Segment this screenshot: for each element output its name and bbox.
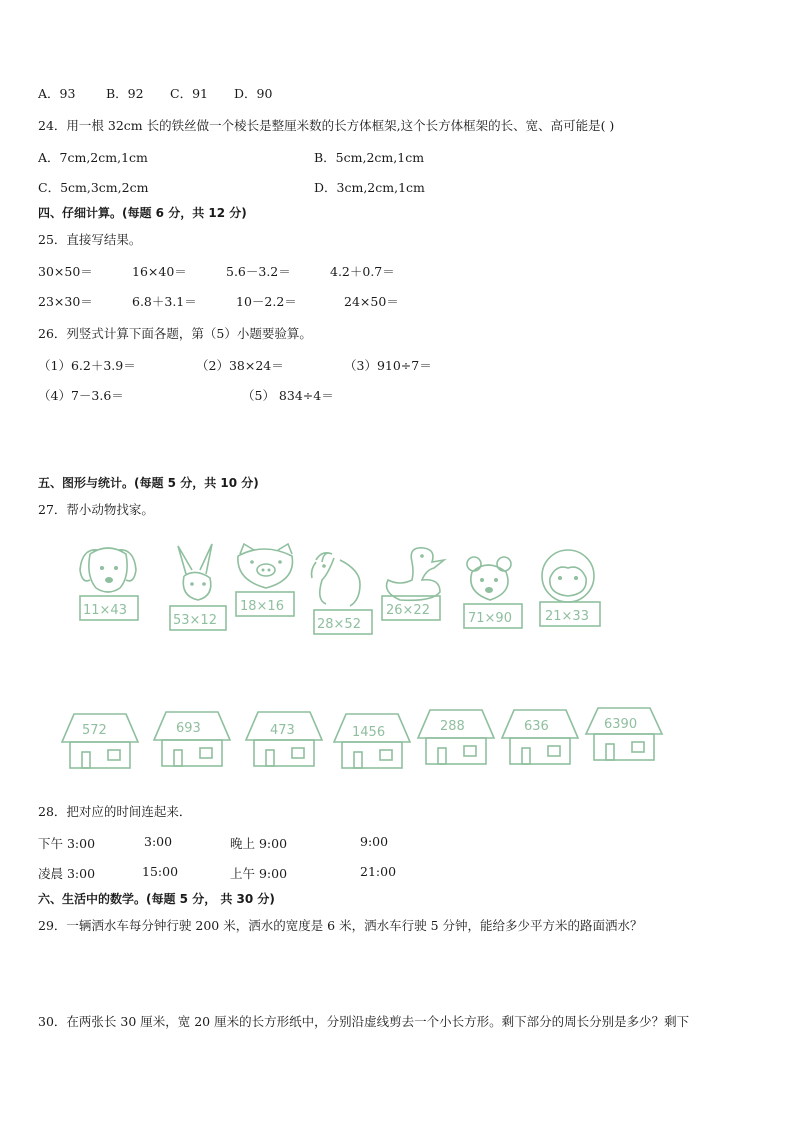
house-icon — [334, 714, 410, 768]
house-number: 6390 — [604, 717, 638, 732]
time-item: 晚上 9:00 — [230, 836, 288, 851]
section-5-title: 五、图形与统计。(每题 5 分，共 10 分) — [38, 476, 259, 490]
question-26: 26．列竖式计算下面各题，第（5）小题要验算。 — [38, 326, 312, 341]
time-item: 上午 9:00 — [230, 866, 288, 881]
animal-label: 21×33 — [545, 609, 589, 624]
time-item: 3:00 — [144, 834, 173, 849]
time-item: 下午 3:00 — [38, 836, 96, 851]
animal-label: 11×43 — [83, 603, 127, 618]
animal-label: 71×90 — [468, 611, 512, 626]
option-b: B．92 — [106, 86, 144, 101]
question-27: 27．帮小动物找家。 — [38, 502, 154, 517]
house-icon — [502, 710, 578, 764]
option-d: D．90 — [234, 86, 273, 101]
vertical-calc-item: （1）6.2＋3.9＝ — [38, 358, 136, 373]
option-a: A．93 — [38, 86, 76, 101]
house-icon — [62, 714, 138, 768]
house-number: 693 — [176, 721, 201, 736]
house-number: 1456 — [352, 725, 386, 740]
pig-icon — [236, 544, 294, 616]
vertical-calc-item: （3）910÷7＝ — [344, 358, 432, 373]
calc-item: 23×30＝ — [38, 294, 93, 309]
section-4-title: 四、仔细计算。(每题 6 分，共 12 分) — [38, 206, 247, 220]
calc-item: 24×50＝ — [344, 294, 399, 309]
section-6-title: 六、生活中的数学。(每题 5 分， 共 30 分) — [38, 892, 275, 906]
question-29: 29．一辆洒水车每分钟行驶 200 米，洒水的宽度是 6 米，洒水车行驶 5 分钟，能给多少平方米的路面洒水？ — [38, 918, 643, 933]
calc-item: 5.6－3.2＝ — [226, 264, 291, 279]
house-icon — [246, 712, 322, 766]
animal-label: 53×12 — [173, 613, 217, 628]
calc-item: 10－2.2＝ — [236, 294, 297, 309]
monkey-icon — [540, 550, 600, 626]
option-c: C．91 — [170, 86, 208, 101]
house-number: 288 — [440, 719, 465, 734]
time-item: 9:00 — [360, 834, 389, 849]
q24-option-d: D．3cm,2cm,1cm — [314, 180, 425, 195]
animal-label: 28×52 — [317, 617, 361, 632]
vertical-calc-item: （4）7－3.6＝ — [38, 388, 124, 403]
animals-illustration — [60, 540, 620, 640]
question-30: 30．在两张长 30 厘米，宽 20 厘米的长方形纸中，分别沿虚线剪去一个小长方形。剩下部分的周长分别是多少？剩下 — [38, 1014, 690, 1029]
question-28: 28．把对应的时间连起来． — [38, 804, 192, 819]
house-icon — [418, 710, 494, 764]
calc-item: 30×50＝ — [38, 264, 93, 279]
animal-label: 18×16 — [240, 599, 284, 614]
question-24: 24．用一根 32cm 长的铁丝做一个棱长是整厘米数的长方体框架,这个长方体框架的长、宽、高可能是( ) — [38, 118, 615, 133]
house-number: 572 — [82, 723, 107, 738]
house-number: 636 — [524, 719, 549, 734]
duck-icon — [382, 548, 444, 620]
house-icon — [154, 712, 230, 766]
dog-icon — [80, 548, 138, 620]
calc-item: 4.2＋0.7＝ — [330, 264, 395, 279]
vertical-calc-item: （2）38×24＝ — [196, 358, 284, 373]
q24-option-c: C．5cm,3cm,2cm — [38, 180, 149, 195]
house-number: 473 — [270, 723, 295, 738]
houses-illustration — [60, 706, 670, 776]
house-icon — [586, 708, 662, 760]
time-item: 15:00 — [142, 864, 179, 879]
rabbit-icon — [170, 544, 226, 630]
time-item: 凌晨 3:00 — [38, 866, 96, 881]
animal-label: 26×22 — [386, 603, 430, 618]
calc-item: 16×40＝ — [132, 264, 187, 279]
vertical-calc-item: （5） 834÷4＝ — [242, 388, 334, 403]
bear-icon — [464, 557, 522, 628]
q24-option-b: B．5cm,2cm,1cm — [314, 150, 425, 165]
calc-item: 6.8＋3.1＝ — [132, 294, 197, 309]
time-item: 21:00 — [360, 864, 397, 879]
question-25: 25．直接写结果。 — [38, 232, 142, 247]
q24-option-a: A．7cm,2cm,1cm — [38, 150, 148, 165]
goat-icon — [312, 553, 373, 634]
